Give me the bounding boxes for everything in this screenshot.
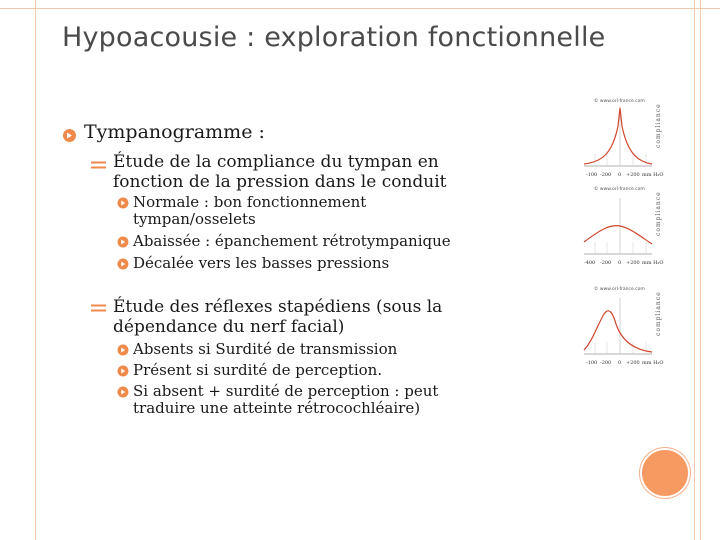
axis-label: compliance <box>655 103 662 148</box>
tick-label: +200 <box>626 260 640 266</box>
list-item <box>133 383 438 417</box>
list-item <box>133 194 366 228</box>
section-heading-line: Étude de la compliance du tympan en <box>113 152 439 172</box>
tympanogram-figure-normal <box>580 96 676 182</box>
section-heading-line: dépendance du nerf facial) <box>113 317 345 337</box>
main-bullet-text: Tympanogramme : <box>84 121 265 143</box>
tick-label: -100 <box>586 172 598 178</box>
tick-label: +200 <box>626 172 640 178</box>
list-item: Abaissée : épanchement rétrotympanique <box>133 232 451 250</box>
list-item-line: tympan/osselets <box>133 210 256 228</box>
circle-bullet-icon <box>117 258 129 270</box>
figure-credit: © www.orl-france.com <box>594 287 645 292</box>
circle-bullet-icon <box>117 236 129 248</box>
tick-label: 0 <box>618 172 622 178</box>
tick-label: -100 <box>586 360 598 366</box>
list-item-line: Normale : bon fonctionnement <box>133 193 367 211</box>
figure-credit: © www.orl-france.com <box>594 99 645 104</box>
section-heading-line: Étude des réflexes stapédiens (sous la <box>113 297 443 317</box>
section-heading-line: fonction de la pression dans le conduit <box>113 172 447 192</box>
unit-label: mm H₂O <box>642 172 664 178</box>
section-heading <box>113 297 453 337</box>
circle-bullet-icon <box>117 365 129 377</box>
frame-line-top <box>0 8 720 9</box>
tick-label: +200 <box>626 360 640 366</box>
figure-credit: © www.orl-france.com <box>594 187 645 192</box>
tick-label: -400 <box>584 260 596 266</box>
axis-label: compliance <box>655 291 662 336</box>
circle-bullet-icon <box>117 197 129 209</box>
list-item: Présent si surdité de perception. <box>133 361 383 379</box>
frame-line-left <box>35 0 36 540</box>
decorative-circle <box>640 448 690 498</box>
double-line-bullet-icon <box>91 161 106 170</box>
tympanogram-figure-flat <box>580 184 676 270</box>
tick-label: 0 <box>618 360 622 366</box>
list-item-line: Si absent + surdité de perception : peut <box>133 382 439 400</box>
section-heading <box>113 152 453 192</box>
list-item: Absents si Surdité de transmission <box>133 340 398 358</box>
tick-label: 0 <box>618 260 622 266</box>
tympanogram-figure-shifted <box>580 284 676 370</box>
circle-bullet-icon <box>62 128 77 143</box>
list-item-line: traduire une atteinte rétrocochléaire) <box>133 399 421 417</box>
circle-bullet-icon <box>117 344 129 356</box>
tick-label: -200 <box>600 172 612 178</box>
tick-label: -200 <box>600 260 612 266</box>
circle-bullet-icon <box>117 386 129 398</box>
frame-line-right-inner <box>694 0 695 540</box>
unit-label: mm H₂O <box>642 360 664 366</box>
list-item: Décalée vers les basses pressions <box>133 254 390 272</box>
slide-title: Hypoacousie : exploration fonctionnelle <box>62 22 606 53</box>
double-line-bullet-icon <box>91 304 106 313</box>
tick-label: -200 <box>600 360 612 366</box>
axis-label: compliance <box>655 191 662 236</box>
unit-label: mm H₂O <box>642 260 664 266</box>
frame-line-right <box>700 0 701 540</box>
